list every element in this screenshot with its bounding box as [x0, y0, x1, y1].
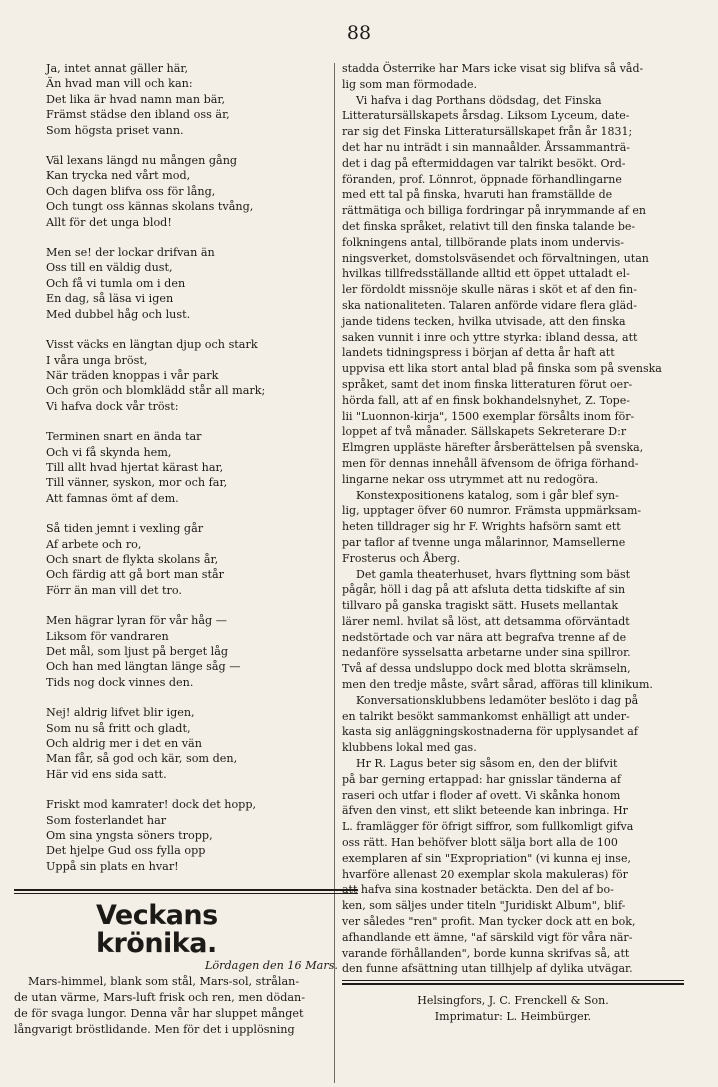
poem-line: Liksom för vandraren [46, 629, 169, 643]
article-line: lig som man förmodade. [342, 77, 477, 91]
poem-line: Väl lexans längd nu mången gång [46, 154, 238, 168]
article-line: Hr R. Lagus beter sig såsom en, den der blifvit [356, 757, 618, 771]
poem-line: Kan trycka ned vårt mod, [46, 169, 191, 183]
article-line: L. framlägger för öfrigt siffror, som fullkomligt gifva [342, 820, 634, 834]
article-line: lärer neml. hvilat så löst, att detsamma oförväntadt [342, 614, 630, 628]
poem-line: Så tiden jemnt i vexling går [46, 522, 204, 536]
poem-stanza [46, 245, 326, 322]
poem-line: Som fosterlandet har [46, 813, 167, 827]
article-line: men den tredje måste, svårt sårad, afföras till klinikum. [342, 678, 653, 692]
poem-line: Det hjelpe Gud oss fylla opp [46, 844, 206, 858]
poem-stanza [46, 153, 326, 230]
imprint-imprimatur: Imprimatur: L. Heimbürger. [434, 1009, 592, 1023]
article-line: lingarne nekar oss utrymmet att nu redogöra. [342, 472, 599, 486]
column-divider [334, 63, 335, 1083]
poem-line: Som högsta priset vann. [46, 123, 184, 137]
article-line: på bar gerning ertappad: har gnisslar tänderna af [342, 772, 621, 786]
article-line: stadda Österrike har Mars icke visat sig blifva så våd- [342, 62, 644, 75]
article-line: den funne afsättning utan tillhjelp af dylika utvägar. [342, 962, 633, 976]
poem-line: Här vid ens sida satt. [46, 767, 167, 781]
poem-line: Vi hafva dock vår tröst: [46, 399, 179, 413]
poem-line: Man får, så god och kär, som den, [46, 752, 238, 766]
poem-line: Främst städse den ibland oss är, [46, 108, 230, 122]
imprint-rule [342, 980, 684, 987]
poem-line: Förr än man vill det tro. [46, 583, 182, 597]
article-line: loppet af två månader. Sällskapets Sekreterare D:r [342, 425, 627, 439]
article-line: hvilkas tillfredsställande alltid ett öppet uttaladt el- [342, 267, 630, 281]
poem-stanza [46, 613, 326, 690]
poem-line: Uppå sin plats en hvar! [46, 859, 179, 873]
article-line: lii "Luonnon-kirja", 1500 exemplar försålts inom för- [342, 409, 635, 423]
poem-line: Terminen snart en ända tar [46, 430, 202, 444]
article-line: att hafva sina kostnader betäckta. Den del af bo- [342, 883, 614, 897]
poem-stanza [46, 337, 326, 414]
article-line: klubbens lokal med gas. [342, 741, 477, 755]
article-line: Konstexpositionens katalog, som i går blef syn- [356, 488, 619, 502]
kronika-title: Veckans krönika. [96, 900, 218, 960]
poem-line: Om sina yngsta söners tropp, [46, 829, 213, 843]
article-line: ver således "ren" profit. Man tycker dock att en bok, [342, 915, 636, 929]
poem-stanza [46, 61, 326, 138]
article-paragraph [342, 61, 684, 93]
article-paragraph [342, 756, 684, 977]
article-line: hörda fall, att af en finsk bokhandelsnyhet, Z. Tope- [342, 393, 630, 407]
poem-line: Men hägrar lyran för vår håg — [46, 614, 227, 628]
article-paragraph [342, 567, 684, 693]
article-line: lig, upptager öfver 60 numror. Främsta uppmärksam- [342, 504, 642, 518]
kronika-line: de för svaga lungor. Denna vår har sluppet månget [14, 1006, 304, 1020]
article-line: med ett tal på finska, hvaruti han framställde de [342, 188, 613, 202]
kronika-body [14, 974, 338, 1037]
article-line: Litteratursällskapets årsdag. Liksom Lyceum, date- [342, 109, 630, 123]
poem [46, 61, 326, 874]
article-line: hvarföre allenast 20 exemplar skola makuleras) för [342, 867, 628, 881]
article-line: Elmgren uppläste härefter årsberättelsen på svenska, [342, 441, 644, 455]
kronika-line: de utan värme, Mars-luft frisk och ren, men dödan- [14, 991, 306, 1005]
article-line: kasta sig anläggningskostnaderna för upplysandet af [342, 725, 638, 739]
article-line: nedanföre sysselsatta arbetarne under sina spillror. [342, 646, 631, 660]
article-line: exemplaren af sin "Expropriation" (vi kunna ej inse, [342, 851, 631, 865]
imprint-printer: Helsingfors, J. C. Frenckell & Son. [417, 994, 609, 1008]
article-line: språket, samt det inom finska litteraturen förut oer- [342, 377, 633, 391]
article-line: folkningens antal, tillbörande plats inom undervis- [342, 235, 624, 249]
kronika-line: Mars-himmel, blank som stål, Mars-sol, strålan- [28, 975, 300, 989]
poem-stanza [46, 705, 326, 782]
article-line: ska nationaliteten. Talaren anförde vidare flera gläd- [342, 298, 637, 312]
article-line: Vi hafva i dag Porthans dödsdag, det Finska [356, 93, 602, 107]
kronika-date: Lördagen den 16 Mars. [205, 959, 338, 973]
poem-line: Att famnas ömt af dem. [46, 491, 179, 505]
poem-line: Och tungt oss kännas skolans tvång, [46, 200, 254, 214]
poem-line: Visst väcks en längtan djup och stark [46, 338, 258, 352]
poem-line: Som nu så fritt och gladt, [46, 721, 191, 735]
kronika-line: långvarigt bröstlidande. Men för det i upplösning [14, 1022, 295, 1036]
article-line: ningsverket, domstolsväsendet och förvaltningen, utan [342, 251, 649, 265]
poem-stanza [46, 797, 326, 874]
poem-line: Och vi få skynda hem, [46, 445, 172, 459]
poem-line: Af arbete och ro, [46, 537, 142, 551]
article-line: afhandlande ett ämne, "af särskild vigt för våra när- [342, 930, 633, 944]
poem-line: Och färdig att gå bort man står [46, 568, 225, 582]
article-line: Frosterus och Åberg. [342, 551, 461, 565]
article-line: nedstörtade och var nära att begrafva trenne af de [342, 630, 627, 644]
imprint [342, 993, 684, 1024]
article-line: det i dag på eftermiddagen var talrikt besökt. Ord- [342, 156, 626, 170]
article-line: äfven den vinst, ett slikt beteende kan inbringa. Hr [342, 804, 628, 818]
poem-line: Och få vi tumla om i den [46, 276, 186, 290]
article-line: Konversationsklubbens ledamöter beslöto i dag på [356, 693, 639, 707]
article-line: pågår, höll i dag på att afsluta detta tidskifte af sin [342, 583, 626, 597]
poem-line: Friskt mod kamrater! dock det hopp, [46, 798, 257, 812]
article-line: jande tidens tecken, hvilka utvisade, att den finska [342, 314, 626, 328]
poem-line: Med dubbel håg och lust. [46, 307, 191, 321]
article-line: oss rätt. Han behöfver blott sälja bort alla de 100 [342, 836, 618, 850]
poem-stanza [46, 429, 326, 506]
poem-line: Men se! der lockar drifvan än [46, 246, 215, 260]
poem-line: Ja, intet annat gäller här, [46, 62, 189, 75]
poem-line: Än hvad man vill och kan: [46, 77, 193, 91]
poem-line: Tids nog dock vinnes den. [46, 675, 194, 689]
article-line: Det gamla theaterhuset, hvars flyttning som bäst [356, 567, 631, 581]
right-column [342, 61, 684, 1024]
article-line: uppvisa ett lika stort antal blad på finska som på svenska [342, 362, 662, 376]
article-line: par taflor af tvenne unga målarinnor, Mamsellerne [342, 535, 626, 549]
poem-stanza [46, 521, 326, 598]
poem-line: Och han med längtan länge såg — [46, 660, 241, 674]
article-line: saken vunnit i inre och yttre styrka: ibland dessa, att [342, 330, 638, 344]
article-line: rättmätiga och billiga fordringar på inrymmande af en [342, 204, 646, 218]
left-column [14, 61, 338, 1037]
poem-line: En dag, så läsa vi igen [46, 292, 174, 306]
article-text [342, 61, 684, 977]
article-line: heten tilldrager sig hr F. Wrights hafsörn samt ett [342, 520, 621, 534]
poem-line: Och snart de flykta skolans år, [46, 552, 219, 566]
poem-line: I våra unga bröst, [46, 353, 148, 367]
poem-line: Till allt hvad hjertat kärast har, [46, 460, 224, 474]
article-line: rar sig det Finska Litteratursällskapet från år 1831; [342, 125, 633, 139]
poem-line: Allt för det unga blod! [46, 215, 172, 229]
article-line: en talrikt besökt sammankomst enhälligt att under- [342, 709, 630, 723]
article-line: föranden, prof. Lönnrot, öppnade förhandlingarne [342, 172, 622, 186]
article-line: ken, som säljes under titeln "Juridiskt Album", blif- [342, 899, 626, 913]
poem-line: Det lika är hvad namn man bär, [46, 92, 226, 106]
poem-line: Det mål, som ljust på berget låg [46, 645, 229, 658]
article-paragraph [342, 693, 684, 756]
page-number: 88 [346, 22, 372, 44]
poem-line: Till vänner, syskon, mor och far, [46, 476, 228, 490]
article-line: varande förhållanden", borde kunna skrifvas så, att [342, 946, 630, 960]
section-rule [14, 889, 358, 896]
article-line: tillvaro på ganska tragiskt sätt. Husets mellantak [342, 599, 618, 613]
article-paragraph [342, 488, 684, 567]
poem-line: När träden knoppas i vår park [46, 368, 219, 382]
poem-line: Och aldrig mer i det en vän [46, 737, 202, 751]
poem-line: Och grön och blomklädd står all mark; [46, 384, 266, 398]
article-line: landets tidningspress i början af detta år haft att [342, 346, 615, 360]
article-line: ler fördoldt missnöje skulle näras i sköt et af den fin- [342, 283, 637, 297]
poem-line: Nej! aldrig lifvet blir igen, [46, 706, 195, 720]
article-line: men för dennas innehåll äfvensom de öfriga förhand- [342, 456, 639, 470]
article-line: Två af dessa undsluppo dock med blotta skrämseln, [342, 662, 631, 676]
article-line: raseri och utfar i floder af ovett. Vi skånka honom [342, 788, 621, 802]
poem-line: Oss till en väldig dust, [46, 261, 173, 275]
article-line: det har nu inträdt i sin mannaålder. Årssammanträ- [342, 140, 630, 154]
article-paragraph [342, 93, 684, 488]
poem-line: Och dagen blifva oss för lång, [46, 184, 216, 198]
article-line: det finska språket, relativt till den finska talande be- [342, 219, 636, 233]
